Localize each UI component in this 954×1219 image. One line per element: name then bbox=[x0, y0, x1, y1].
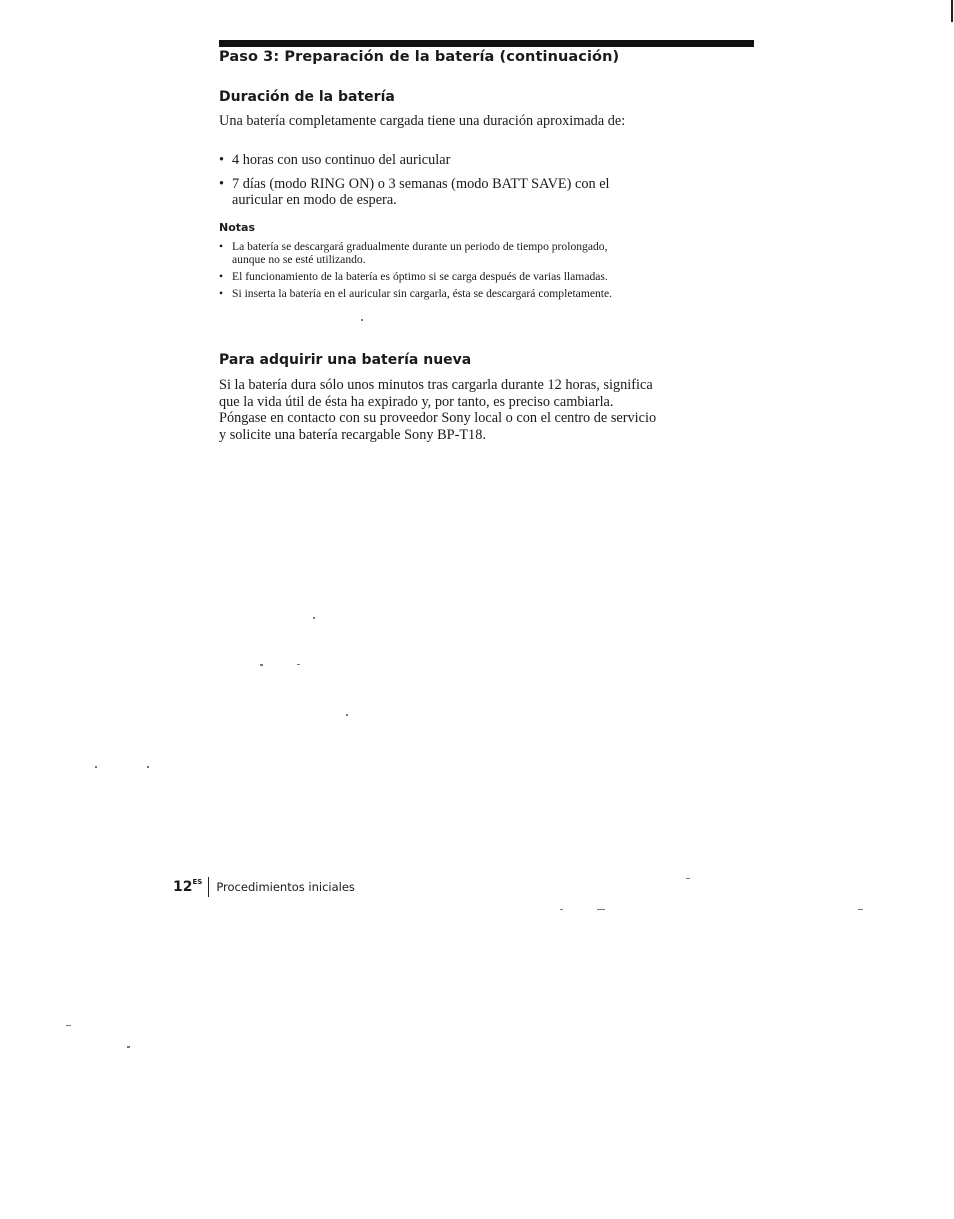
scan-speck bbox=[858, 909, 863, 910]
notes-heading: Notas bbox=[219, 221, 255, 234]
scan-speck bbox=[560, 909, 563, 910]
section-heading-new-battery: Para adquirir una batería nueva bbox=[219, 352, 472, 368]
scan-speck bbox=[297, 664, 300, 665]
duration-bullet-1: • 4 horas con uso continuo del auricular bbox=[219, 152, 659, 168]
header-rule bbox=[219, 40, 754, 47]
new-battery-paragraph: Si la batería dura sólo unos minutos tras cargarla durante 12 horas, significa que la vida útil de ésta ha expirado y, por tanto, es preciso cambiarla. Póngase en contacto con su proveedor Sony local o con el centro de servicio y solicite una batería recargable Sony BP-T18. bbox=[219, 377, 657, 443]
note-item-3: • Si inserta la batería en el auricular sin cargarla, ésta se descargará completamente. bbox=[219, 287, 639, 300]
scan-speck bbox=[597, 909, 605, 910]
scan-speck bbox=[95, 766, 97, 768]
scan-speck bbox=[66, 1025, 71, 1026]
scan-speck bbox=[346, 714, 348, 716]
scan-speck bbox=[361, 319, 363, 321]
footer-section-name: Procedimientos iniciales bbox=[216, 880, 355, 894]
scan-speck bbox=[127, 1046, 130, 1048]
scan-speck bbox=[686, 878, 690, 879]
note-item-1: • La batería se descargará gradualmente durante un periodo de tiempo prolongado, aunque no se esté utilizando. bbox=[219, 240, 639, 266]
duration-bullet-list bbox=[219, 152, 659, 208]
note-item-2: • El funcionamiento de la batería es óptimo si se carga después de varias llamadas. bbox=[219, 270, 639, 283]
scan-edge-line bbox=[951, 0, 953, 22]
footer-separator bbox=[208, 877, 209, 897]
notes-list bbox=[219, 240, 639, 304]
scan-speck bbox=[147, 766, 149, 768]
section-heading-duration: Duración de la batería bbox=[219, 89, 395, 105]
scan-speck bbox=[260, 664, 263, 666]
scan-speck bbox=[313, 617, 315, 619]
page-language-suffix: ES bbox=[192, 878, 203, 886]
page-number: 12 bbox=[173, 879, 193, 895]
page-header-title: Paso 3: Preparación de la batería (continuación) bbox=[219, 49, 620, 65]
page-footer bbox=[173, 877, 355, 899]
duration-bullet-2: • 7 días (modo RING ON) o 3 semanas (modo BATT SAVE) con el auricular en modo de espera. bbox=[219, 176, 659, 208]
duration-intro-paragraph: Una batería completamente cargada tiene una duración aproximada de: bbox=[219, 113, 626, 129]
